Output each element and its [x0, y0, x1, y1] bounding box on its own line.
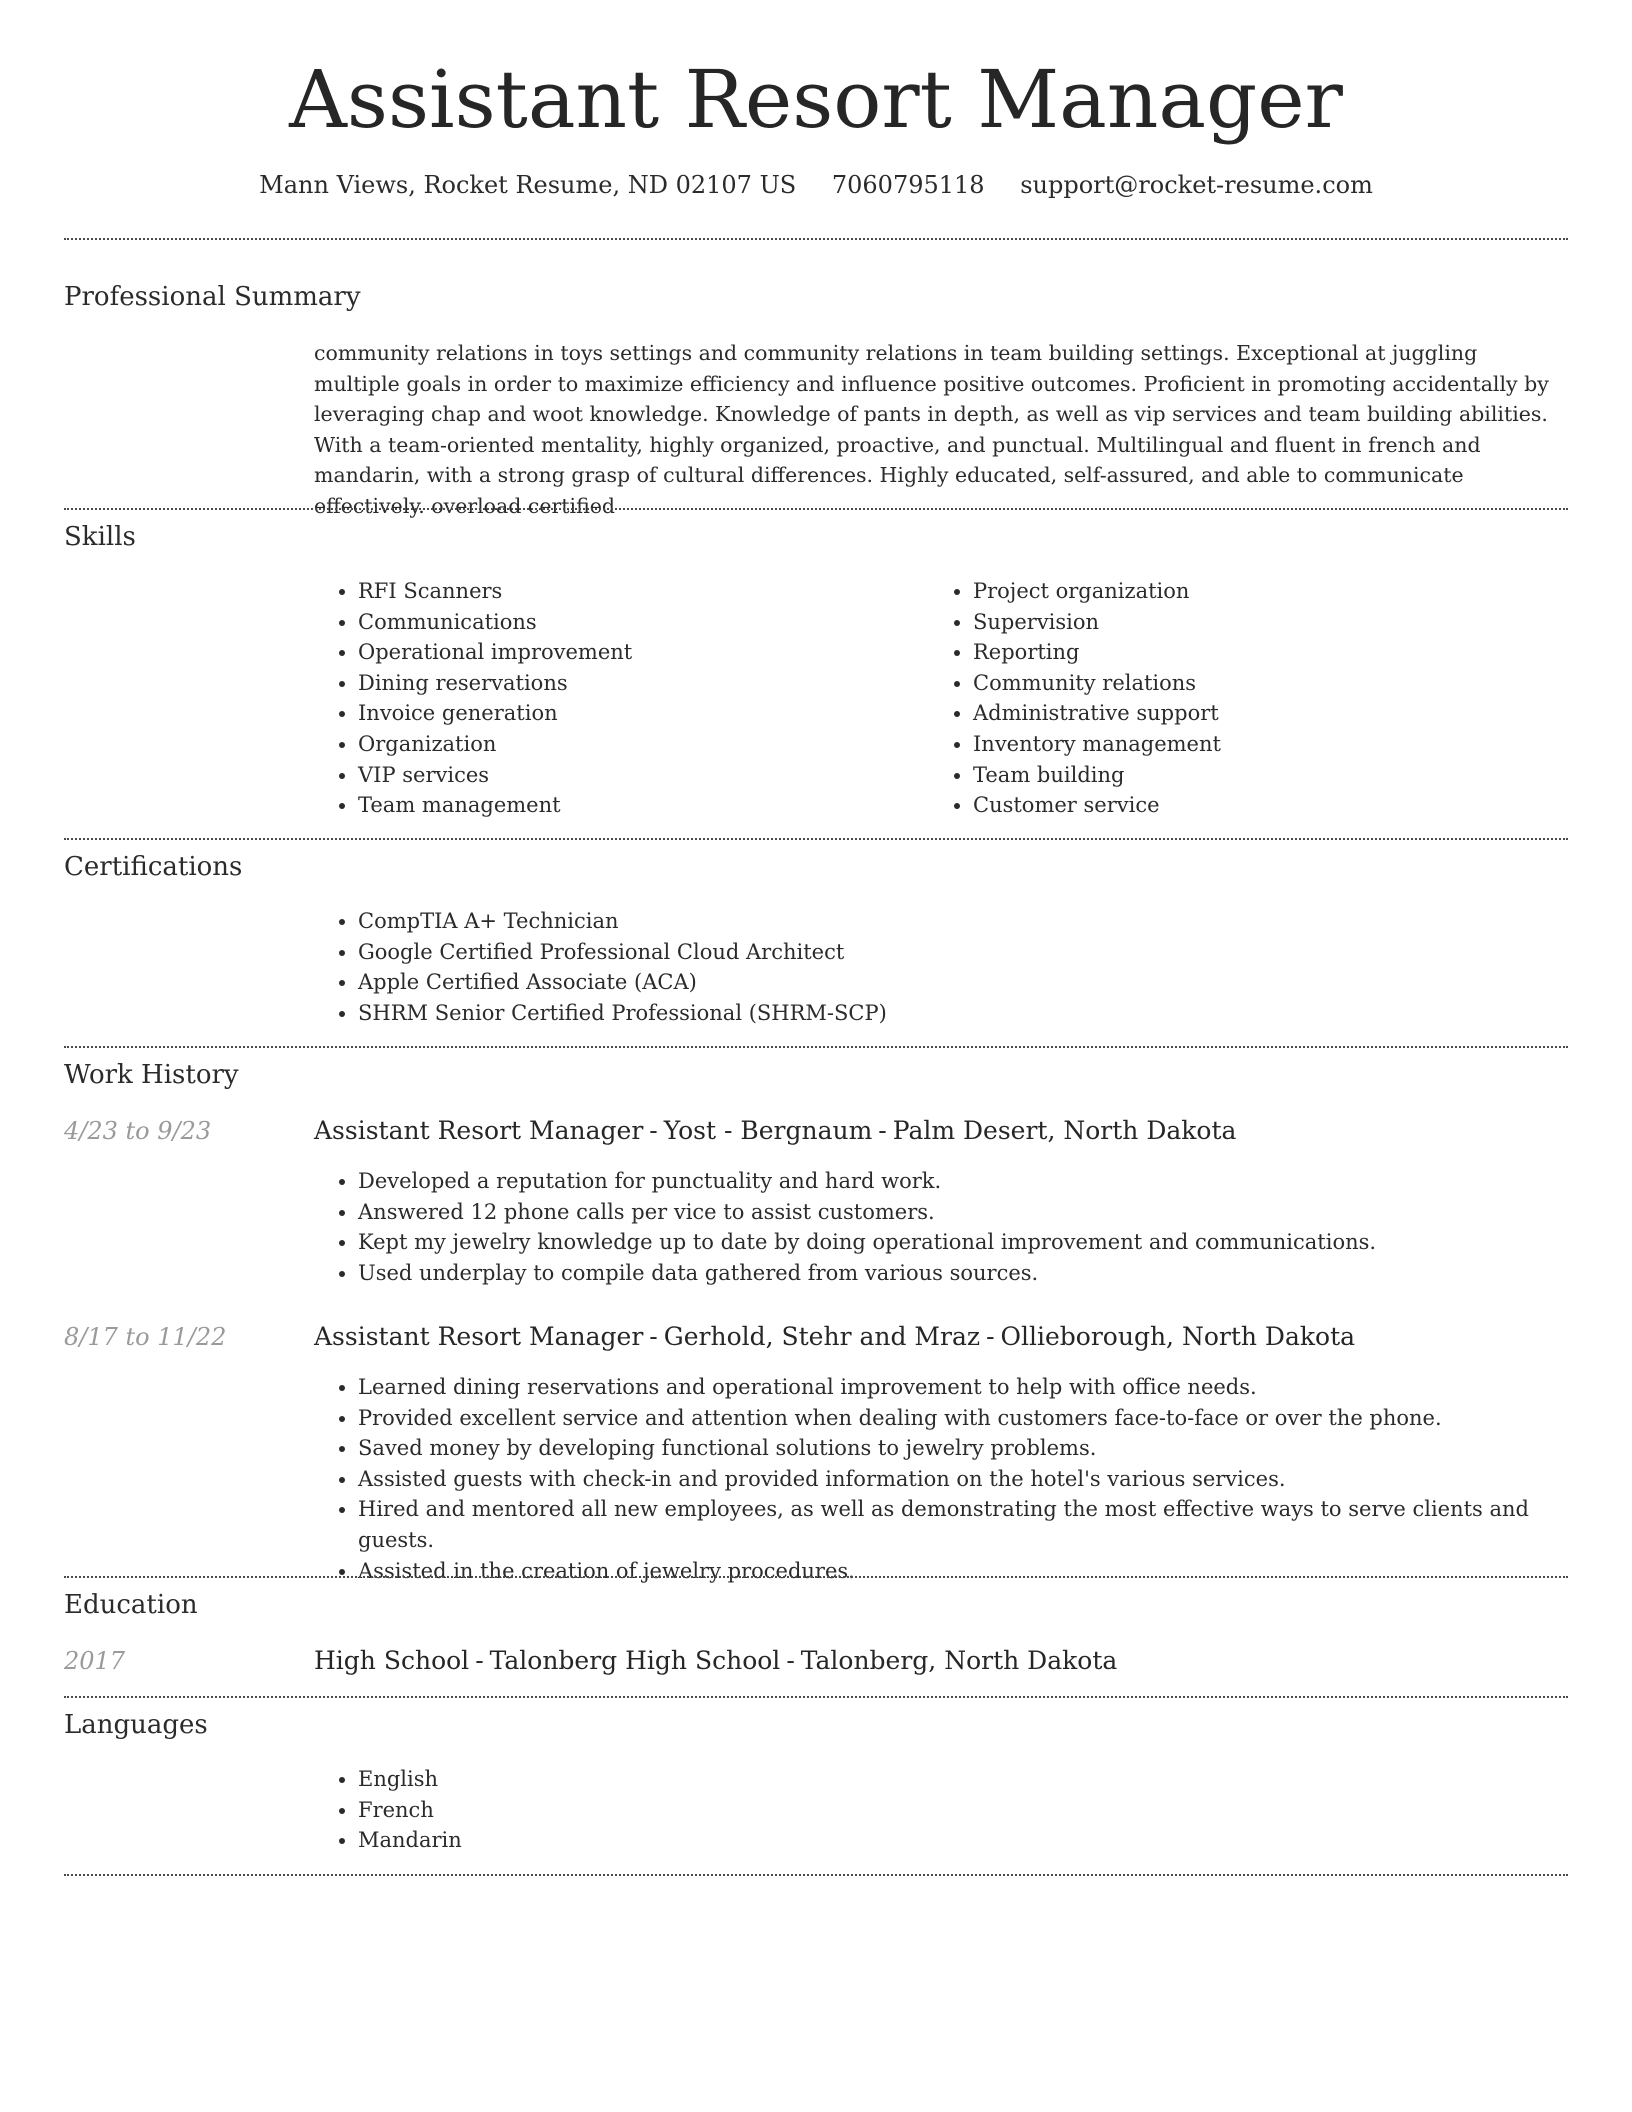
job-bullets — [314, 1372, 1568, 1586]
section-title-work-history: Work History — [64, 1060, 239, 1090]
job-bullets — [314, 1166, 1568, 1288]
skill-item: • Organization — [358, 729, 929, 760]
education-school: Talonberg High School — [489, 1646, 781, 1675]
job-company: Gerhold, Stehr and Mraz — [663, 1322, 981, 1351]
language-item: • French — [358, 1795, 1568, 1826]
job-bullet: • Saved money by developing functional solutions to jewelry problems. — [358, 1433, 1568, 1464]
section-divider — [64, 1874, 1568, 1876]
certification-item: • CompTIA A+ Technician — [358, 906, 1568, 937]
skill-item: • Dining reservations — [358, 668, 929, 699]
summary-section — [314, 338, 1568, 522]
skill-item: • Team building — [973, 760, 1544, 791]
skill-item: • RFI Scanners — [358, 576, 929, 607]
section-title-certifications: Certifications — [64, 852, 243, 882]
job-dates: 4/23 to 9/23 — [64, 1117, 212, 1145]
section-divider — [64, 1046, 1568, 1048]
skill-item: • Invoice generation — [358, 698, 929, 729]
skill-item: • Supervision — [973, 607, 1544, 638]
skill-item: • Community relations — [973, 668, 1544, 699]
skill-item: • Project organization — [973, 576, 1544, 607]
job-location: Palm Desert, North Dakota — [892, 1116, 1237, 1145]
job-bullet: • Provided excellent service and attention when dealing with customers face-to-face or over the phone. — [358, 1403, 1568, 1434]
skills-column-right — [929, 576, 1544, 821]
job-company: Yost - Bergnaum — [663, 1116, 873, 1145]
job-bullet: • Assisted in the creation of jewelry procedures. — [358, 1556, 1568, 1587]
certifications-list — [314, 906, 1568, 1028]
education-location: Talonberg, North Dakota — [800, 1646, 1118, 1675]
section-title-languages: Languages — [64, 1710, 208, 1740]
candidate-name: Assistant Resort Manager — [289, 53, 1343, 146]
job-bullet: • Answered 12 phone calls per vice to assist customers. — [358, 1197, 1568, 1228]
education-degree: High School — [314, 1646, 470, 1675]
skill-item: • VIP services — [358, 760, 929, 791]
certification-item: • Google Certified Professional Cloud Architect — [358, 937, 1568, 968]
contact-email: support@rocket-resume.com — [1020, 171, 1373, 199]
job-heading: Assistant Resort Manager - Gerhold, Stehr and Mraz - Ollieborough, North Dakota — [314, 1322, 1356, 1351]
job-bullet: • Learned dining reservations and operational improvement to help with office needs. — [358, 1372, 1568, 1403]
job-heading: Assistant Resort Manager - Yost - Bergnaum - Palm Desert, North Dakota — [314, 1116, 1237, 1145]
education-heading: High School - Talonberg High School - Talonberg, North Dakota — [314, 1646, 1118, 1675]
job-bullet: • Used underplay to compile data gathered from various sources. — [358, 1258, 1568, 1289]
contact-phone: 7060795118 — [831, 171, 985, 199]
skill-item: • Team management — [358, 790, 929, 821]
section-divider — [64, 838, 1568, 840]
section-divider — [64, 1576, 1568, 1578]
skill-item: • Inventory management — [973, 729, 1544, 760]
languages-list — [314, 1764, 1568, 1856]
contact-info — [64, 168, 1568, 202]
job-position: Assistant Resort Manager — [314, 1322, 644, 1351]
section-divider — [64, 238, 1568, 240]
section-title-summary: Professional Summary — [64, 282, 361, 312]
job-dates: 8/17 to 11/22 — [64, 1323, 227, 1351]
skills-list — [314, 576, 1568, 821]
contact-address: Mann Views, Rocket Resume, ND 02107 US — [259, 171, 797, 199]
section-title-education: Education — [64, 1590, 198, 1620]
section-divider — [64, 1696, 1568, 1698]
skill-item: • Communications — [358, 607, 929, 638]
skills-column-left — [314, 576, 929, 821]
job-bullet: • Developed a reputation for punctuality and hard work. — [358, 1166, 1568, 1197]
skill-item: • Operational improvement — [358, 637, 929, 668]
education-year: 2017 — [64, 1647, 126, 1675]
skill-item: • Reporting — [973, 637, 1544, 668]
job-location: Ollieborough, North Dakota — [1000, 1322, 1356, 1351]
certification-item: • Apple Certified Associate (ACA) — [358, 967, 1568, 998]
certification-item: • SHRM Senior Certified Professional (SHRM-SCP) — [358, 998, 1568, 1029]
section-title-skills: Skills — [64, 522, 136, 552]
job-bullet: • Hired and mentored all new employees, as well as demonstrating the most effective ways to serve clients and guests. — [358, 1494, 1568, 1555]
skill-item: • Customer service — [973, 790, 1544, 821]
language-item: • English — [358, 1764, 1568, 1795]
language-item: • Mandarin — [358, 1825, 1568, 1856]
summary-text: community relations in toys settings and community relations in team building settings. Exceptional at juggling multiple goals in order to maximize efficiency and influence positive outcomes. Proficient in promoting accidentally by leveraging chap and woot knowledge. Knowledge of pants in depth, as well as vip services and team building abilities. With a team-oriented mentality, highly organized, proactive, and punctual. Multilingual and fluent in french and mandarin, with a strong grasp of cultural differences. Highly educated, self-assured, and able to communicate effectively. overload certified — [314, 341, 1549, 518]
skill-item: • Administrative support — [973, 698, 1544, 729]
job-position: Assistant Resort Manager — [314, 1116, 644, 1145]
job-bullet: • Kept my jewelry knowledge up to date by doing operational improvement and communications. — [358, 1227, 1568, 1258]
section-divider — [64, 508, 1568, 510]
job-bullet: • Assisted guests with check-in and provided information on the hotel's various services. — [358, 1464, 1568, 1495]
